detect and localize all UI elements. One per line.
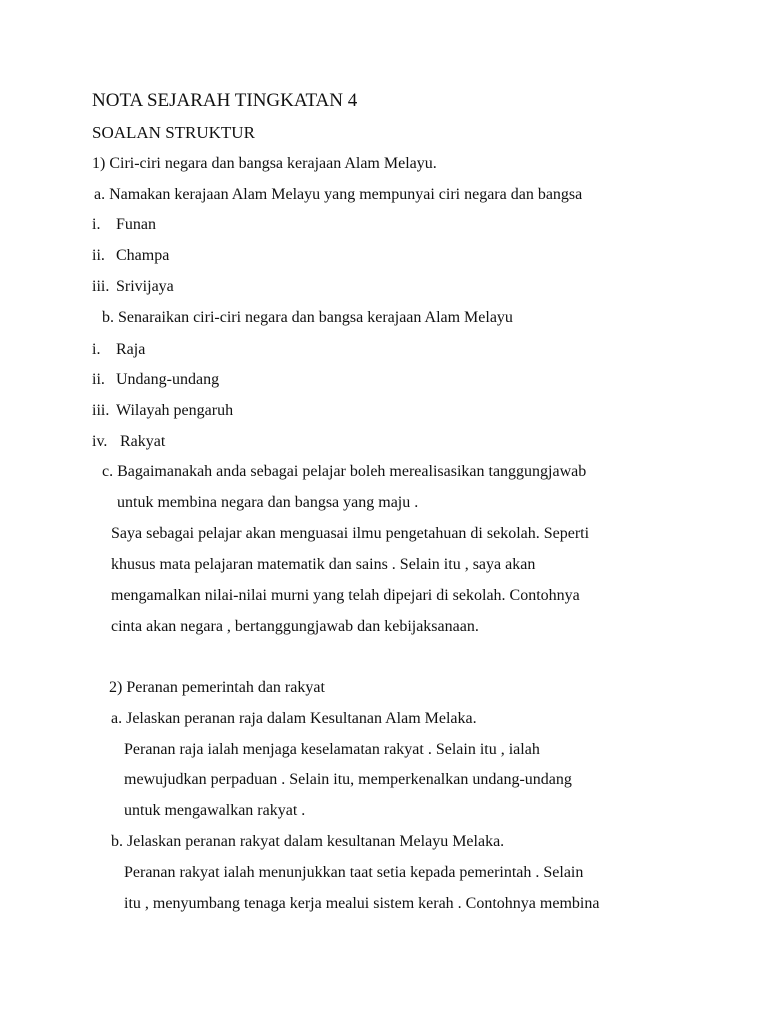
q1c-answer-line: Saya sebagai pelajar akan menguasai ilmu pengetahuan di sekolah. Seperti	[111, 525, 590, 542]
list-item-text: Champa	[116, 247, 170, 264]
list-item-text: Funan	[116, 216, 156, 233]
q1c-answer-line: mengamalkan nilai-nilai murni yang telah dipejari di sekolah. Contohnya	[111, 587, 580, 604]
q2a-question: a. Jelaskan peranan raja dalam Kesultanan Alam Melaka.	[111, 710, 477, 727]
list-item-number: iii.	[92, 278, 110, 295]
q1b-question: b. Senaraikan ciri-ciri negara dan bangsa kerajaan Alam Melayu	[102, 309, 513, 326]
list-item-number: ii.	[92, 371, 105, 388]
q1c-question-line: untuk membina negara dan bangsa yang maju .	[117, 494, 419, 511]
list-item-number: i.	[92, 216, 101, 233]
list-item-number: iv.	[92, 433, 108, 450]
list-item-text: Undang-undang	[116, 371, 220, 388]
q2a-answer-line: untuk mengawalkan rakyat .	[124, 802, 306, 819]
q2b-answer-line: Peranan rakyat ialah menunjukkan taat setia kepada pemerintah . Selain	[124, 864, 584, 881]
q2b-question: b. Jelaskan peranan rakyat dalam kesultanan Melayu Melaka.	[111, 833, 505, 850]
list-item-number: iii.	[92, 402, 110, 419]
q1-heading: 1) Ciri-ciri negara dan bangsa kerajaan Alam Melayu.	[92, 155, 437, 172]
q1a-question: a. Namakan kerajaan Alam Melayu yang mempunyai ciri negara dan bangsa	[94, 186, 583, 203]
list-item-text: Srivijaya	[116, 278, 174, 295]
q2b-answer-line: itu , menyumbang tenaga kerja mealui sistem kerah . Contohnya membina	[124, 895, 600, 912]
list-item-text: Raja	[116, 341, 146, 358]
document-subtitle: SOALAN STRUKTUR	[92, 123, 255, 142]
list-item-number: i.	[92, 341, 101, 358]
q1c-answer-line: cinta akan negara , bertanggungjawab dan kebijaksanaan.	[111, 618, 479, 635]
document-title: NOTA SEJARAH TINGKATAN 4	[92, 90, 358, 111]
q1c-answer-line: khusus mata pelajaran matematik dan sains . Selain itu , saya akan	[111, 556, 536, 573]
q1c-question-line: c. Bagaimanakah anda sebagai pelajar boleh merealisasikan tanggungjawab	[102, 463, 587, 480]
list-item-number: ii.	[92, 247, 105, 264]
q2a-answer-line: mewujudkan perpaduan . Selain itu, memperkenalkan undang-undang	[124, 771, 572, 788]
list-item-text: Rakyat	[120, 433, 166, 450]
list-item-text: Wilayah pengaruh	[116, 402, 234, 419]
q2-heading: 2) Peranan pemerintah dan rakyat	[109, 679, 325, 696]
q2a-answer-line: Peranan raja ialah menjaga keselamatan rakyat . Selain itu , ialah	[124, 741, 540, 758]
